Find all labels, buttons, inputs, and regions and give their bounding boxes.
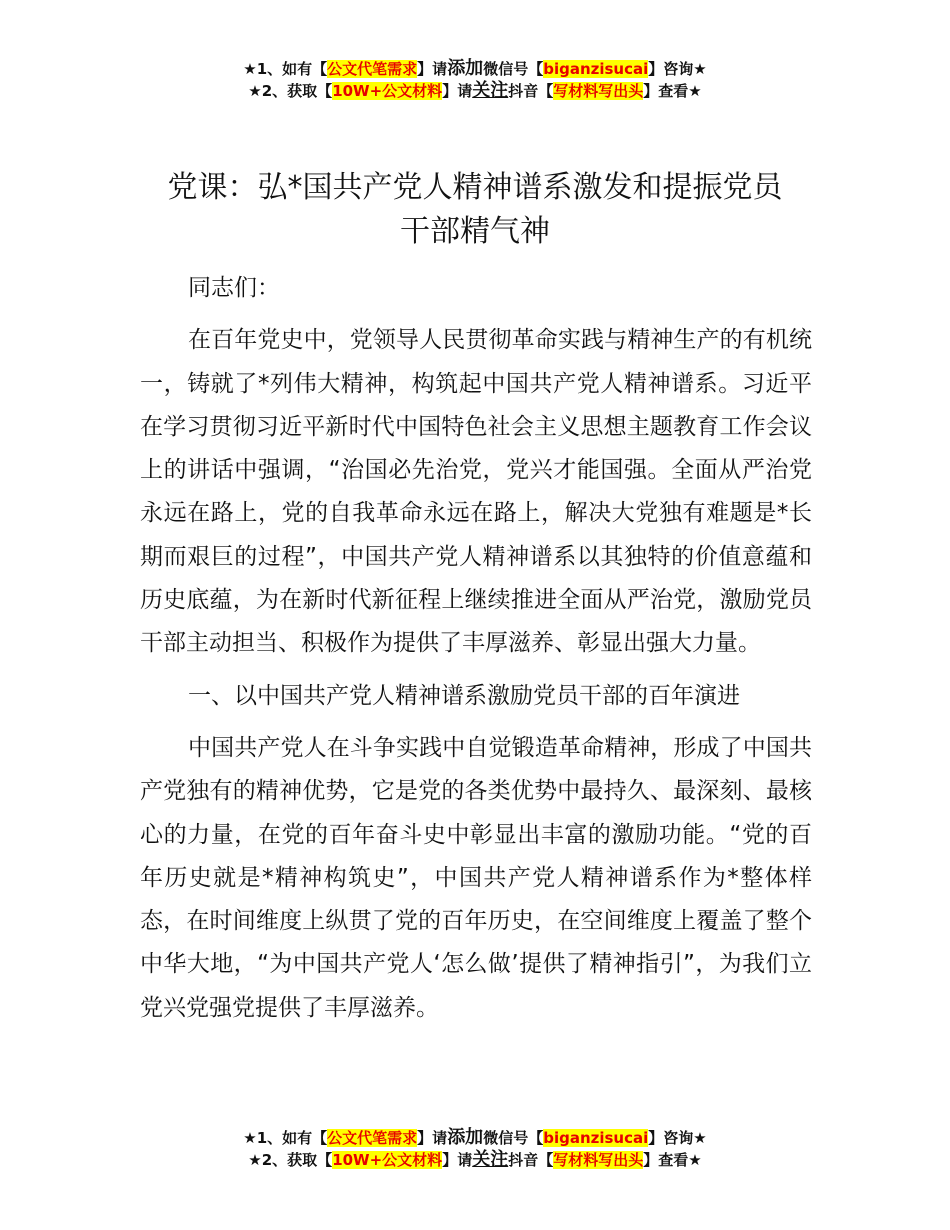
banner-highlight: 公文代笔需求 bbox=[327, 60, 418, 78]
banner-highlight: 写材料写出头 bbox=[553, 82, 644, 100]
salutation: 同志们： bbox=[188, 275, 280, 301]
header-banner bbox=[0, 58, 950, 102]
banner-line-1: ★1、如有【公文代笔需求】请添加微信号【biganzisucai】咨询★ bbox=[243, 1127, 707, 1148]
section-heading: 一、以中国共产党人精神谱系激励党员干部的百年演进 bbox=[188, 682, 740, 709]
banner-highlight: 10W+公文材料 bbox=[332, 82, 443, 100]
banner-highlight: 10W+公文材料 bbox=[332, 1151, 443, 1169]
body-paragraph: 中国共产党人在斗争实践中自觉锻造革命精神，形成了中国共产党独有的精神优势，它是党的各类优势中最持久、最深刻、最核心的力量，在党的百年奋斗史中彰显出丰富的激励功能。“党的百年历史就是*精神构筑史”，中国共产党人精神谱系作为*整体样态，在时间维度上纵贯了党的百年历史，在空间维度上覆盖了整个中华大地，“为中国共产党人‘怎么做’提供了精神指引”，为我们立党兴党强党提供了丰厚滋养。 bbox=[140, 734, 812, 1021]
banner-highlight: biganzisucai bbox=[543, 1129, 649, 1147]
banner-line-1: ★1、如有【公文代笔需求】请添加微信号【biganzisucai】咨询★ bbox=[243, 58, 707, 79]
footer-banner bbox=[0, 1127, 950, 1171]
banner-line-2: ★2、获取【10W+公文材料】请关注抖音【写材料写出头】查看★ bbox=[248, 80, 702, 101]
title-line-2: 干部精气神 bbox=[400, 214, 550, 249]
banner-highlight: 公文代笔需求 bbox=[327, 1129, 418, 1147]
document-body bbox=[140, 267, 812, 1039]
banner-highlight: 写材料写出头 bbox=[553, 1151, 644, 1169]
banner-highlight: biganzisucai bbox=[543, 60, 649, 78]
title-line-1: 党课：弘*国共产党人精神谱系激发和提振党员 bbox=[167, 170, 783, 205]
banner-line-2: ★2、获取【10W+公文材料】请关注抖音【写材料写出头】查看★ bbox=[248, 1149, 702, 1170]
document-title bbox=[130, 166, 820, 254]
body-paragraph: 在百年党史中，党领导人民贯彻革命实践与精神生产的有机统一，铸就了*列伟大精神，构筑起中国共产党人精神谱系。习近平在学习贯彻习近平新时代中国特色社会主义思想主题教育工作会议上的讲话中强调，“治国必先治党，党兴才能国强。全面从严治党永远在路上，党的自我革命永远在路上，解决大党独有难题是*长期而艰巨的过程”，中国共产党人精神谱系以其独特的价值意蕴和历史底蕴，为在新时代新征程上继续推进全面从严治党，激励党员干部主动担当、积极作为提供了丰厚滋养、彰显出强大力量。 bbox=[140, 327, 812, 657]
